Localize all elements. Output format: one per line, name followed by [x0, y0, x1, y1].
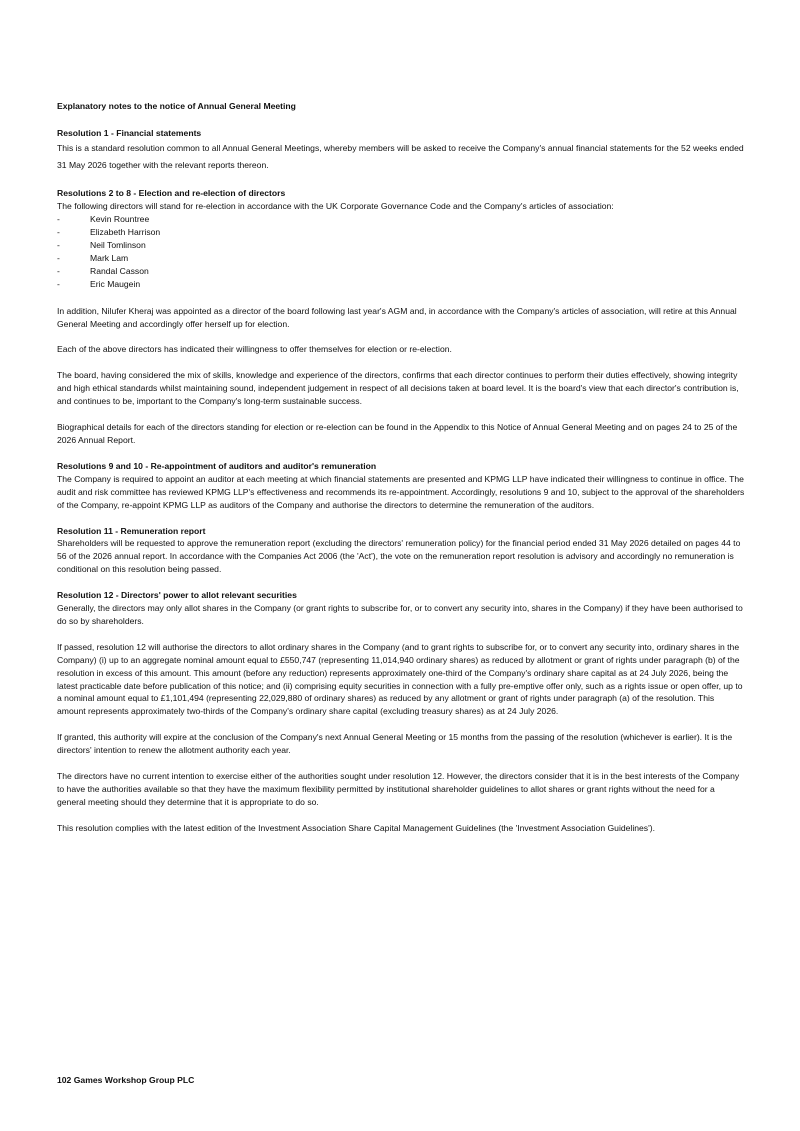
resolution-1-body: This is a standard resolution common to all Annual General Meetings, whereby members will be asked to receive the Company's annual financial statements for the 52 weeks ended 31 May 2026 together with the relevant reports thereon. [57, 142, 744, 170]
directors-list [57, 213, 745, 291]
bullet: - [57, 265, 60, 276]
director-name: Randal Casson [90, 265, 149, 276]
willingness-paragraph: Each of the above directors has indicated their willingness to offer themselves for election or re-election. [57, 344, 452, 355]
resolution-12-authority-paragraph: If passed, resolution 12 will authorise the directors to allot ordinary shares in the Company (and to grant rights to subscribe for, or to convert any security into, ordinary shares in the Company) (i) up to an aggregate nominal amount equal to £550,747 (representing 11,014,940 ordinary shares) as reduced by allotment or grant of rights under paragraph (b) of the resolution in excess of this amount. This amount (before any reduction) represents approximately one-third of the Company's ordinary share capital as at 24 July 2026, being the latest practicable date before publication of this notice; and (ii) comprising equity securities in connection with a fully pre-emptive offer only, such as a rights issue or open offer, up to a nominal amount equal to £1,101,494 (representing 22,029,880 of ordinary shares) as reduced by any allotment or grant of rights under paragraph (a) of the resolution. This amount represents approximately two-thirds of the Company's ordinary share capital (excluding treasury shares) as at 24 July 2026. [57, 641, 743, 717]
resolution-12-expiry-paragraph: If granted, this authority will expire at the conclusion of the Company's next Annual General Meeting or 15 months from the passing of the resolution (whichever is earlier). It is the directors' intention to renew the allotment authority each year. [57, 732, 733, 756]
director-name: Neil Tomlinson [90, 239, 146, 250]
resolution-12-guidelines-paragraph: This resolution complies with the latest edition of the Investment Association Share Capital Management Guidelines (the 'Investment Association Guidelines'). [57, 822, 655, 833]
resolution-11-heading: Resolution 11 - Remuneration report [57, 525, 206, 536]
list-item [57, 239, 745, 252]
election-paragraph: In addition, Nilufer Kheraj was appointed as a director of the board following last year's AGM and, in accordance with the Company's articles of association, will retire at this Annual General Meeting and accordingly offer herself up for election. [57, 305, 737, 329]
resolutions-9-10-body: The Company is required to appoint an auditor at each meeting at which financial statements are presented and KPMG LLP have indicated their willingness to continue in office. The audit and risk committee has reviewed KPMG LLP's effectiveness and recommends its re-appointment. Accordingly, resolutions 9 and 10, subject to the approval of the shareholders of the Company, re-appoint KPMG LLP as auditors of the Company and authorise the directors to determine the remuneration of the auditors. [57, 473, 745, 510]
bullet: - [57, 239, 60, 250]
list-item [57, 278, 745, 291]
resolution-12-heading: Resolution 12 - Directors' power to allot relevant securities [57, 590, 297, 601]
resolution-12-intention-paragraph: The directors have no current intention to exercise either of the authorities sought under resolution 12. However, the directors consider that it is in the best interests of the Company to have the authorities available so that they have the maximum flexibility permitted by institutional shareholder guidelines to allot shares or grant rights without the need for a general meeting should they determine that it is appropriate to do so. [57, 771, 740, 807]
biographical-paragraph: Biographical details for each of the directors standing for election or re-election can be found in the Appendix to this Notice of Annual General Meeting and on pages 24 to 25 of the 2026 Annual Report. [57, 422, 738, 445]
list-item [57, 226, 745, 239]
list-item [57, 265, 745, 278]
page-title: Explanatory notes to the notice of Annual General Meeting [57, 101, 296, 111]
bullet: - [57, 213, 60, 224]
resolution-1-heading: Resolution 1 - Financial statements [57, 127, 202, 138]
resolutions-9-10-heading: Resolutions 9 and 10 - Re-appointment of auditors and auditor's remuneration [57, 460, 377, 471]
bullet: - [57, 226, 60, 237]
list-item [57, 213, 745, 226]
resolutions-2-8-heading: Resolutions 2 to 8 - Election and re-election of directors [57, 187, 286, 198]
bullet: - [57, 252, 60, 263]
director-name: Kevin Rountree [90, 213, 150, 224]
section-resolutions-9-10 [57, 460, 745, 512]
page-footer: 102 Games Workshop Group PLC [57, 1075, 195, 1085]
bullet: - [57, 278, 60, 289]
section-resolution-12 [57, 589, 745, 835]
section-resolution-11 [57, 525, 745, 577]
resolution-12-intro: Generally, the directors may only allot shares in the Company (or grant rights to subscribe for, or to convert any security into, shares in the Company) if they have been authorised to do so by shareholders. [57, 603, 743, 626]
director-name: Mark Lam [90, 252, 129, 263]
director-name: Elizabeth Harrison [90, 226, 161, 237]
resolutions-2-8-intro: The following directors will stand for re-election in accordance with the UK Corporate Governance Code and the Company's articles of association: [57, 200, 614, 211]
resolution-11-body: Shareholders will be requested to approve the remuneration report (excluding the directors' remuneration policy) for the financial period ended 31 May 2026 detailed on pages 44 to 56 of the 2026 annual report. In accordance with the Companies Act 2006 (the 'Act'), the vote on the remuneration report resolution is advisory and accordingly no remuneration is conditional on this resolution being passed. [57, 538, 741, 575]
section-resolution-1 [57, 127, 745, 174]
section-resolutions-2-8 [57, 187, 745, 447]
director-name: Eric Maugein [90, 278, 141, 289]
board-paragraph: The board, having considered the mix of skills, knowledge and experience of the directors, confirms that each director continues to perform their duties effectively, showing integrity and high ethical standards whilst maintaining sound, independent judgement in respect of all decisions taken at board level. It is the board's view that each director's contribution is, and continues to be, important to the Company's long-term sustainable success. [57, 370, 739, 407]
document-page [57, 100, 745, 848]
list-item [57, 252, 745, 265]
